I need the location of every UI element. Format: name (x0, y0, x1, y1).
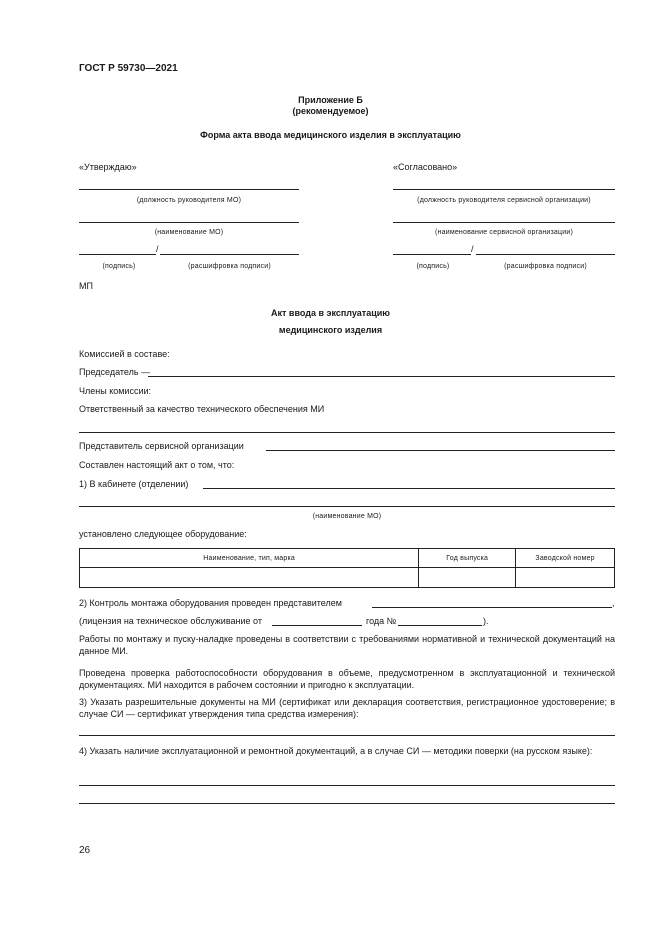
members-label: Члены комиссии: (79, 386, 152, 396)
service-rep-label: Представитель сервисной организации (79, 441, 244, 451)
approve-signature-caption: (подпись) (102, 263, 136, 270)
item4-paragraph: 4) Указать наличие эксплуатационной и ремонтной документаций, а в случае СИ — методики поверки (на русском языке): (79, 746, 593, 756)
approve-stamp: МП (79, 281, 93, 291)
act-title-line1: Акт ввода в эксплуатацию (271, 308, 390, 318)
act-title-line2: медицинского изделия (278, 325, 383, 335)
table-header-row (80, 549, 615, 568)
agree-name-line (393, 222, 615, 223)
table-cell-year[interactable] (419, 568, 516, 588)
item4-line-2 (79, 803, 615, 804)
agree-title: «Согласовано» (393, 162, 458, 172)
responsible-label: Ответственный за качество технического обеспечения МИ (79, 404, 325, 414)
mo-name-caption: (наименование МО) (312, 513, 382, 520)
chairman-line (148, 376, 615, 377)
responsible-line (79, 432, 615, 433)
approve-title: «Утверждаю» (79, 162, 137, 172)
agree-name-caption: (наименование сервисной организации) (435, 229, 573, 236)
approve-decoding-line (160, 254, 299, 255)
agree-position-line (393, 189, 615, 190)
item2-comma: , (612, 598, 615, 608)
form-title: Форма акта ввода медицинского изделия в эксплуатацию (200, 130, 461, 140)
item3-paragraph: 3) Указать разрешительные документы на МИ (сертификат или декларация соответствия, регистрационное удостоверение; в случае СИ — сертификат утверждения типа средства измерения): (79, 697, 615, 719)
item1-label: 1) В кабинете (отделении) (79, 479, 189, 489)
item2-label: 2) Контроль монтажа оборудования проведен представителем (79, 598, 342, 608)
page-number: 26 (79, 845, 91, 856)
item4-line-1 (79, 785, 615, 786)
approve-position-caption: (должность руководителя МО) (136, 197, 242, 204)
approve-decoding-caption: (расшифровка подписи) (188, 263, 271, 270)
approve-position-line (79, 189, 299, 190)
service-rep-line (266, 450, 615, 451)
item3-line (79, 735, 615, 736)
table-header-year: Год выпуска (419, 549, 516, 568)
table-cell-name[interactable] (80, 568, 419, 588)
table-row (80, 568, 615, 588)
appendix-note: (рекомендуемое) (292, 106, 369, 116)
approve-signature-line (79, 254, 156, 255)
document-code: ГОСТ Р 59730—2021 (79, 63, 178, 74)
chairman-label: Председатель — (79, 367, 151, 377)
approve-name-line (79, 222, 299, 223)
license-text-b: года № (366, 616, 397, 626)
license-text-c: ). (483, 616, 489, 626)
license-number-line (398, 625, 482, 626)
item1-line-2 (79, 506, 615, 507)
check-done-paragraph: Проведена проверка работоспособности оборудования в объеме, предусмотренном в эксплуатационной и технической документациях. МИ находится в рабочем состоянии и пригодно к эксплуатации. (79, 668, 615, 690)
license-date-line (272, 625, 362, 626)
installed-label: установлено следующее оборудование: (79, 529, 247, 539)
agree-signature-line (393, 254, 471, 255)
agree-slash: / (471, 244, 474, 254)
works-done-paragraph: Работы по монтажу и пуску-наладке проведены в соответствии с требованиями нормативной и технической документаций на данное МИ. (79, 634, 615, 656)
commission-label: Комиссией в составе: (79, 349, 170, 359)
appendix-label: Приложение Б (298, 95, 363, 105)
agree-signature-caption: (подпись) (416, 263, 450, 270)
approve-slash: / (156, 244, 159, 254)
approve-name-caption: (наименование МО) (154, 229, 224, 236)
compiled-label: Составлен настоящий акт о том, что: (79, 460, 235, 470)
equipment-table (79, 548, 615, 588)
table-header-name: Наименование, тип, марка (80, 549, 419, 568)
agree-position-caption: (должность руководителя сервисной организации) (417, 197, 591, 204)
agree-decoding-caption: (расшифровка подписи) (504, 263, 587, 270)
table-cell-serial[interactable] (516, 568, 615, 588)
item1-line (203, 488, 615, 489)
agree-decoding-line (476, 254, 615, 255)
license-text-a: (лицензия на техническое обслуживание от (79, 616, 262, 626)
table-header-serial: Заводской номер (516, 549, 615, 568)
item2-line (372, 607, 612, 608)
